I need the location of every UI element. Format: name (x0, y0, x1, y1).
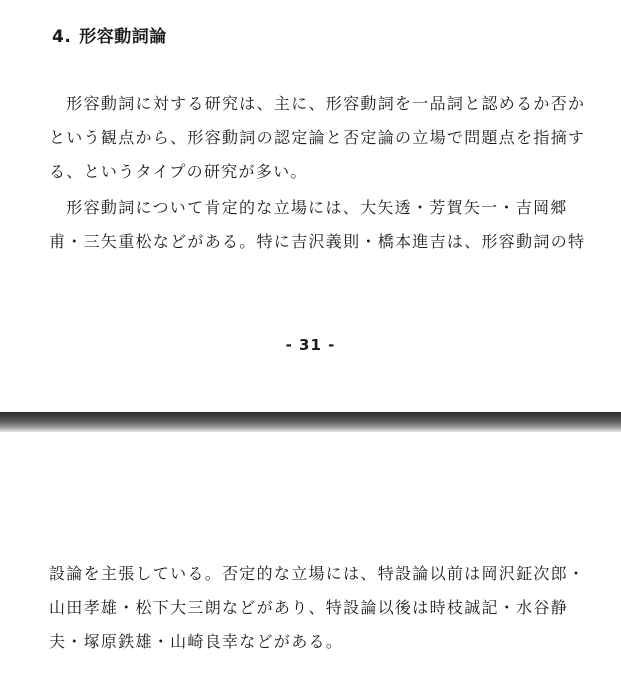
paragraph-line: 形容動詞について肯定的な立場には、大矢透・芳賀矢一・吉岡郷 (49, 198, 568, 217)
paragraph-line: 設論を主張している。否定的な立場には、特設論以前は岡沢鉦次郎・ (49, 564, 586, 583)
paragraph-line: る、というタイプの研究が多い。 (49, 162, 308, 181)
paragraph-line: 夫・塚原鉄雄・山崎良幸などがある。 (49, 632, 344, 651)
document-page-lower (0, 432, 621, 677)
section-heading (52, 22, 167, 47)
paragraph-line: 甫・三矢重松などがある。特に吉沢義則・橋本進吉は、形容動詞の特 (49, 232, 586, 251)
page-number: - 31 - (285, 336, 336, 354)
section-number: 4. (52, 27, 72, 47)
page-separator (0, 412, 621, 432)
paragraph-line: 形容動詞に対する研究は、主に、形容動詞を一品詞と認めるか否か (49, 94, 586, 113)
paragraph-line: 山田孝雄・松下大三朗などがあり、特設論以後は時枝誠記・水谷静 (49, 598, 569, 617)
paragraph-line: という観点から、形容動詞の認定論と否定論の立場で問題点を指摘す (49, 128, 586, 147)
section-title: 形容動詞論 (79, 27, 167, 47)
